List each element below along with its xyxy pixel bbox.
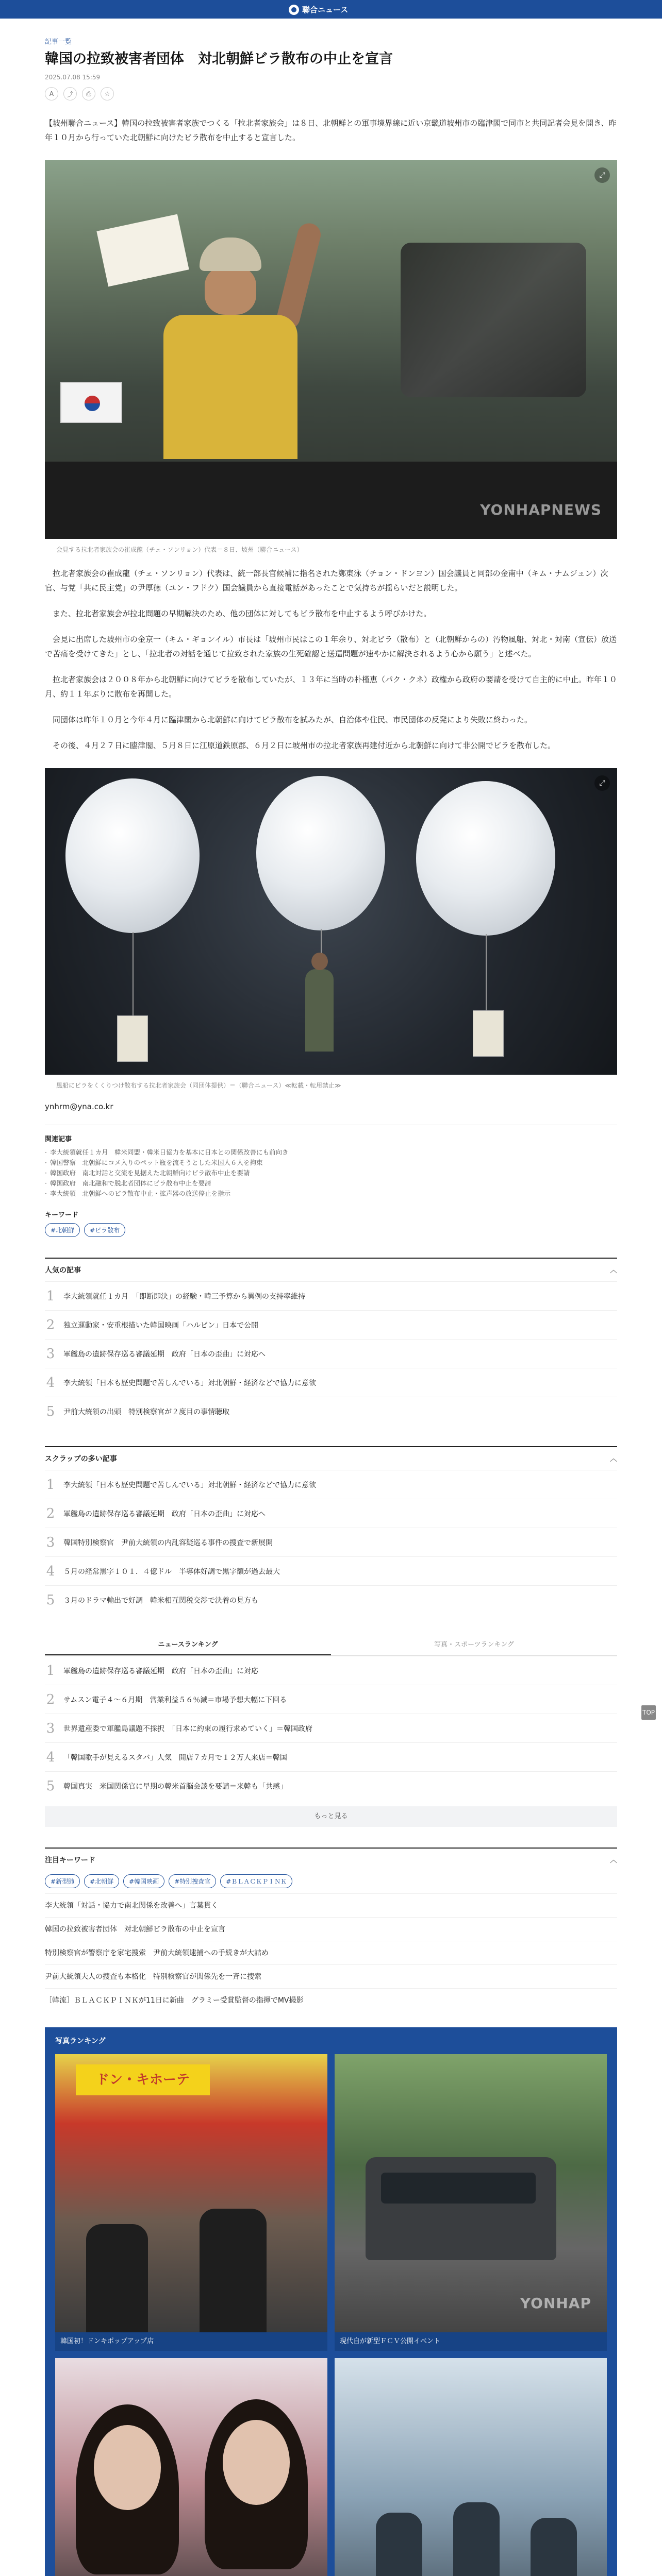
breadcrumb[interactable]: 記事一覧: [45, 38, 72, 46]
expand-icon[interactable]: ⤢: [594, 775, 610, 791]
chevron-up-icon[interactable]: ︿: [610, 1455, 617, 1463]
keyword-tag[interactable]: #韓国映画: [123, 1874, 164, 1888]
photo-watermark: YONHAP: [520, 2295, 591, 2312]
panel-title: スクラップの多い記事: [45, 1455, 117, 1463]
paragraph: 同団体は昨年１０月と今年４月に臨津閣から北朝鮮に向けてビラ散布を試みたが、自治体や住民、市民団体の反発により失敗に終わった。: [53, 715, 532, 724]
car-shape: [366, 2157, 556, 2260]
rank-title: ５月の経常黒字１０１．４億ドル 半導体好調で黒字額が過去最大: [63, 1567, 280, 1576]
site-logo[interactable]: [289, 4, 348, 15]
rank-item[interactable]: [45, 1771, 617, 1800]
keyword-tag[interactable]: #北朝鮮: [84, 1874, 119, 1888]
rank-title: 軍艦島の遺跡保存巡る審議延期 政府「日本の歪曲」に対応へ: [63, 1510, 266, 1518]
hot-link[interactable]: 尹前大統領夫人の捜査も本格化 特別検察官が関係先を一斉に捜索: [45, 1964, 617, 1988]
keyword-tag[interactable]: #新型肺: [45, 1874, 80, 1888]
photo-card-label: 韓国初！ドンキポップアップ店: [55, 2332, 327, 2351]
keyword-tag[interactable]: #特別捜査官: [169, 1874, 216, 1888]
shopper-figure: [86, 2224, 148, 2332]
photo-card-image: [55, 2358, 327, 2576]
rank-item[interactable]: [45, 1742, 617, 1771]
scrap-panel: [45, 1446, 617, 1614]
article-photo-1[interactable]: [45, 160, 617, 539]
related-item[interactable]: · 韓国政府 南北融和で脱北者団体にビラ散布中止を要請: [45, 1178, 617, 1189]
panel-title: 注目キーワード: [45, 1856, 95, 1865]
hot-keyword-tags: [45, 1874, 617, 1888]
visitor-figure: [453, 2502, 500, 2576]
visitor-figure: [531, 2518, 577, 2576]
face-shape: [223, 2420, 290, 2505]
rank-title: 世界遺産委で軍艦島議題不採択 「日本に約束の履行求めていく」＝韓国政府: [63, 1724, 312, 1733]
photo-card[interactable]: [335, 2358, 607, 2576]
article-title: 韓国の拉致被害者団体 対北朝鮮ビラ散布の中止を宣言: [45, 51, 393, 67]
paragraph: 拉北者家族会は２００８年から北朝鮮に向けてビラを散布していたが、１３年に当時の朴槿恵（パク・クネ）政権から政府の要請を受けて自主的に中止。昨年１０月、約１１年ぶりに散布を再開した。: [45, 675, 617, 699]
visitor-figure: [376, 2513, 422, 2576]
hot-link[interactable]: 特別検察官が警察庁を家宅捜索 尹前大統領逮捕への手続きが大詰め: [45, 1941, 617, 1964]
photo-card[interactable]: [55, 2054, 327, 2351]
rank-number: 4: [46, 1749, 55, 1765]
rank-title: 「韓国歌手が見えるスタバ」人気 開店７カ月で１２万人来店＝韓国: [63, 1753, 287, 1762]
more-button[interactable]: もっと見る: [45, 1806, 617, 1827]
rank-item[interactable]: [45, 1499, 617, 1528]
article-body: [45, 566, 617, 753]
rank-title: ３月のドラマ輸出で好調 韓米相互関税交渉で決着の見方も: [63, 1596, 258, 1605]
keywords: [45, 1209, 617, 1237]
keyword-tag[interactable]: #北朝鮮: [45, 1223, 80, 1237]
article-lead: 【坡州聯合ニュース】韓国の拉致被害者家族でつくる「拉北者家族会」は８日、北朝鮮との軍事境界線に近い京畿道坡州市の臨津閣で同市と共同記者会見を開き、昨年１０月から行っていた北朝鮮に向けたビラ散布を中止すると宣言した。: [45, 118, 617, 142]
rank-title: 李大統領「日本も歴史問題で苦しんでいる」対北朝鮮・経済などで協力に意欲: [63, 1379, 316, 1387]
raised-arm: [274, 221, 323, 332]
keyword-tag[interactable]: #ビラ散布: [84, 1223, 125, 1237]
print-icon[interactable]: ⎙: [82, 87, 95, 100]
photo-card-label: 現代自が新型ＦＣＶ公開イベント: [335, 2332, 607, 2351]
photo-card[interactable]: [55, 2358, 327, 2576]
article-container: [45, 19, 617, 2576]
rank-title: 李大統領「日本も歴史問題で苦しんでいる」対北朝鮮・経済などで協力に意欲: [63, 1481, 316, 1489]
top-bar: [0, 0, 662, 19]
rank-number: 5: [46, 1592, 55, 1608]
panel-header[interactable]: [45, 1849, 617, 1871]
rank-number: 3: [46, 1346, 55, 1362]
related-item[interactable]: · 李大統領就任１カ月 韓米同盟・韓米日協力を基本に日本との関係改善にも前向き: [45, 1147, 617, 1158]
rank-title: サムスン電子４～６月期 営業利益５６％減＝市場予想大幅に下回る: [63, 1696, 287, 1704]
leaflet-bundle: [473, 1010, 504, 1057]
tab-news-ranking[interactable]: ニュースランキング: [45, 1635, 331, 1655]
photo-caption: 風船にビラをくくりつけ散布する拉北者家族会（同団体提供）＝（聯合ニュース）≪転載・転用禁止≫: [56, 1082, 341, 1089]
panel-title: 人気の記事: [45, 1266, 81, 1275]
photo-card-image: [55, 2054, 327, 2332]
taegukgi-flag: [60, 382, 122, 423]
hot-link[interactable]: 李大統領「対話・協力で南北関係を改善へ」言葉貫く: [45, 1893, 617, 1917]
rank-item[interactable]: [45, 1685, 617, 1714]
article-tools: [45, 87, 617, 100]
panel-header[interactable]: [45, 1447, 617, 1470]
keywords-label: キーワード: [45, 1211, 79, 1219]
photo-ranking: [45, 2027, 617, 2576]
related-item[interactable]: · 李大統領 北朝鮮へのビラ散布中止・拡声器の放送停止を指示: [45, 1189, 617, 1199]
rank-title: 韓国真実 米国関係官に早期の韓米首脳会談を要請＝来韓も「共感」: [63, 1782, 287, 1791]
activist-figure: [305, 969, 334, 1052]
rank-item[interactable]: [45, 1528, 617, 1556]
speaker-hat: [200, 238, 261, 271]
rank-title: 独立運動家・安重根描いた韓国映画「ハルビン」日本で公開: [63, 1321, 258, 1330]
rank-number: 5: [46, 1778, 55, 1794]
rank-number: 1: [46, 1288, 55, 1304]
related-label: 関連記事: [45, 1136, 72, 1143]
rank-number: 5: [46, 1403, 55, 1419]
bookmark-icon[interactable]: ☆: [101, 87, 114, 100]
rank-item[interactable]: [45, 1470, 617, 1499]
photo-card-image: [335, 2358, 607, 2576]
scroll-top-button[interactable]: TOP: [641, 1705, 656, 1720]
photo-caption: 会見する拉北者家族会の崔成龍（チェ・ソンリョン）代表＝８日、坡州（聯合ニュース）: [56, 546, 303, 553]
rank-number: 1: [46, 1663, 55, 1679]
rank-item[interactable]: [45, 1714, 617, 1742]
paragraph: また、拉北者家族会が拉北問題の早期解決のため、他の団体に対してもビラ散布を中止するよう呼びかけた。: [53, 609, 432, 618]
rank-item[interactable]: [45, 1310, 617, 1339]
rank-number: 2: [46, 1691, 55, 1707]
photo-sign: [96, 214, 189, 287]
yonhap-logo-icon: [289, 5, 299, 15]
speaker-face: [205, 266, 256, 315]
rank-title: 韓国特別検察官 尹前大統領の内乱容疑巡る事件の捜査で新展開: [63, 1538, 273, 1547]
shopper-figure: [200, 2209, 267, 2332]
rank-number: 3: [46, 1534, 55, 1550]
photo-ranking-title: 写真ランキング: [55, 2037, 106, 2045]
rank-number: 4: [46, 1375, 55, 1391]
keyword-tag[interactable]: #ＢＬＡＣＫＰＩＮＫ: [220, 1874, 292, 1888]
balloon: [65, 778, 200, 933]
rank-number: 1: [46, 1477, 55, 1493]
paragraph: その後、４月２７日に臨津閣、５月８日に江原道鉄原郡、６月２日に坡州市の拉北者家族再建付近から北朝鮮に向けて非公開でビラを散布した。: [53, 741, 556, 750]
hot-link[interactable]: ［韓流］ＢＬＡＣＫＰＩＮＫが11日に新曲 グラミー受賞監督の指揮でMV撮影: [45, 1988, 617, 2012]
rank-item[interactable]: [45, 1339, 617, 1368]
related-item[interactable]: · 韓国政府 南北対話と交流を見据えた北朝鮮向けビラ散布中止を要請: [45, 1168, 617, 1178]
rank-item[interactable]: [45, 1281, 617, 1310]
face-shape: [94, 2425, 161, 2510]
rank-item[interactable]: [45, 1585, 617, 1614]
rank-title: 李大統領就任１カ月 「即断即決」の経験・韓三予算から異例の支持率維持: [63, 1292, 305, 1301]
article-header: [45, 19, 617, 100]
tab-photo-ranking[interactable]: 写真・スポーツランキング: [434, 1641, 515, 1649]
site-name: 聯合ニュース: [302, 5, 349, 14]
store-sign: ドン・キホーテ: [76, 2064, 210, 2095]
related-item[interactable]: · 韓国警察 北朝鮮にコメ入りのペット瓶を流そうとした米国人６人を拘束: [45, 1158, 617, 1168]
balloon: [416, 781, 555, 936]
speaker-vest: [163, 315, 297, 459]
leaflet-bundle: [117, 1015, 148, 1062]
photo-watermark: YONHAPNEWS: [480, 501, 602, 518]
hot-keywords-panel: [45, 1848, 617, 2012]
related-articles: [45, 1125, 617, 1199]
rank-number: 4: [46, 1563, 55, 1579]
rank-item[interactable]: [45, 1397, 617, 1426]
balloon: [256, 776, 385, 930]
ranking-tabs: [45, 1635, 617, 1656]
paragraph: 会見に出席した坡州市の金京一（キム・ギョンイル）市長は「坡州市民はこの１年余り、対北ビラ（散布）と（北朝鮮からの）汚物風船、対北・対南（宣伝）放送で苦痛を受けてきた」とし、「拉北者の対話を通じて拉致された家族の生死確認と送還問題が速やかに解決されるよう心から願う」と述べた。: [45, 635, 617, 658]
article-photo-2[interactable]: [45, 768, 617, 1075]
rank-title: 軍艦島の遺跡保存巡る審議延期 政府「日本の歪曲」に対応へ: [63, 1350, 266, 1359]
article-date: 2025.07.08 15:59: [45, 74, 101, 81]
share-icon[interactable]: ⤴: [63, 87, 77, 100]
reporter-email[interactable]: ynhrm@yna.co.kr: [45, 1102, 113, 1111]
chevron-up-icon[interactable]: ︿: [610, 1856, 617, 1865]
photo-card[interactable]: [335, 2054, 607, 2351]
paragraph: 拉北者家族会の崔成龍（チェ・ソンリョン）代表は、統一部長官候補に指名された鄭東泳（チョン・ドンヨン）国会議員と同部の金南中（キム・ナムジュン）次官、与党「共に民主党」の尹厚徳（ユン・フドク）国会議員から直接電話があったことで気持ちが揺らいだと説明した。: [45, 569, 608, 592]
press-desk: [45, 462, 617, 539]
rank-title: 尹前大統領の出頭 特別検察官が２度目の事情聴取: [63, 1408, 229, 1416]
font-icon[interactable]: A: [45, 87, 58, 100]
rank-number: 2: [46, 1317, 55, 1333]
camera-crowd: [401, 243, 586, 397]
rank-number: 3: [46, 1720, 55, 1736]
photo-card-image: [335, 2054, 607, 2332]
rank-item[interactable]: [45, 1556, 617, 1585]
rank-item[interactable]: [45, 1656, 617, 1685]
chevron-up-icon[interactable]: ︿: [610, 1266, 617, 1275]
rank-item[interactable]: [45, 1368, 617, 1397]
popular-panel: [45, 1258, 617, 1426]
panel-header[interactable]: [45, 1259, 617, 1281]
balloon-string: [133, 932, 134, 1025]
ranking-list: [45, 1656, 617, 1800]
hot-link[interactable]: 韓国の拉致被害者団体 対北朝鮮ビラ散布の中止を宣言: [45, 1917, 617, 1941]
rank-number: 2: [46, 1505, 55, 1521]
expand-icon[interactable]: ⤢: [594, 167, 610, 183]
rank-title: 軍艦島の遺跡保存巡る審議延期 政府「日本の歪曲」に対応: [63, 1667, 258, 1675]
